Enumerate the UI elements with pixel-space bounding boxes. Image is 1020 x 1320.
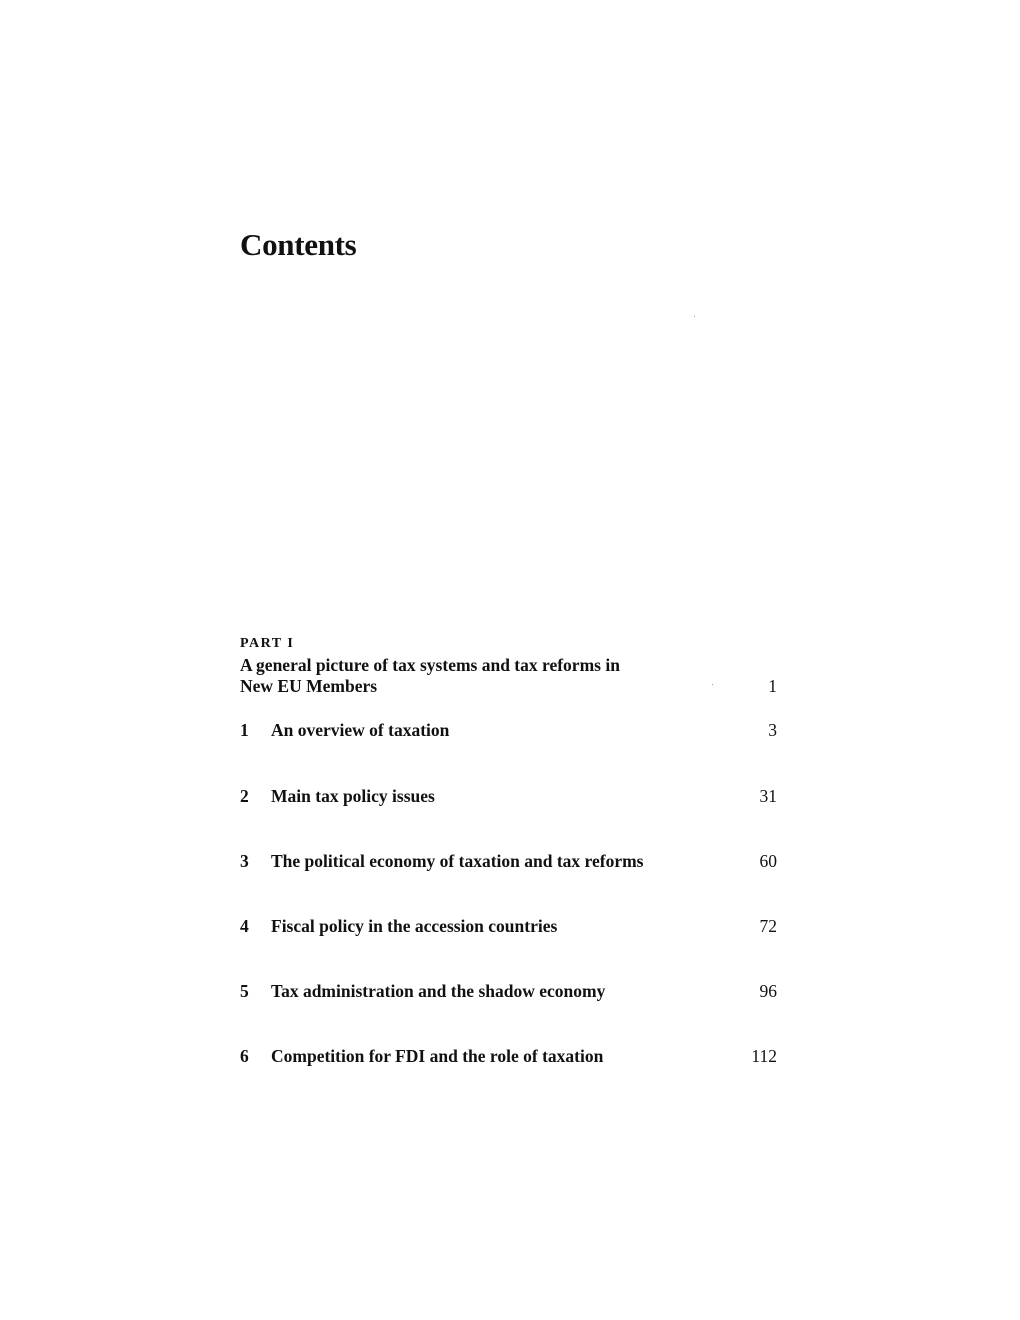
scan-speck xyxy=(694,316,695,317)
part-label: PART I xyxy=(240,636,295,651)
chapter-title: Tax administration and the shadow economy xyxy=(271,981,606,1001)
part-title-line-1: A general picture of tax systems and tax reforms in xyxy=(240,655,620,675)
chapter-number: 2 xyxy=(240,786,249,806)
part-page-number: 1 xyxy=(768,676,777,696)
chapter-title: An overview of taxation xyxy=(271,720,450,740)
chapter-number: 4 xyxy=(240,916,249,936)
chapter-page-number: 96 xyxy=(759,981,777,1001)
chapter-page-number: 72 xyxy=(759,916,777,936)
chapter-title: The political economy of taxation and tax reforms xyxy=(271,851,644,871)
toc-entry xyxy=(240,980,777,1002)
toc-entry xyxy=(240,785,777,807)
part-title xyxy=(240,655,680,697)
chapter-number: 3 xyxy=(240,851,249,871)
chapter-page-number: 3 xyxy=(768,720,777,740)
chapter-page-number: 31 xyxy=(759,786,777,806)
chapter-number: 1 xyxy=(240,720,249,740)
chapter-title: Fiscal policy in the accession countries xyxy=(271,916,558,936)
chapter-number: 5 xyxy=(240,981,249,1001)
chapter-number: 6 xyxy=(240,1046,249,1066)
chapter-page-number: 60 xyxy=(759,851,777,871)
toc-entry xyxy=(240,1045,777,1067)
page-title: Contents xyxy=(240,227,357,262)
toc-entry xyxy=(240,915,777,937)
chapter-page-number: 112 xyxy=(751,1046,777,1066)
chapter-title: Main tax policy issues xyxy=(271,786,435,806)
scan-speck xyxy=(712,684,713,685)
chapter-title: Competition for FDI and the role of taxation xyxy=(271,1046,604,1066)
toc-entry xyxy=(240,719,777,741)
toc-entry xyxy=(240,850,777,872)
part-title-line-2: New EU Members xyxy=(240,676,378,696)
